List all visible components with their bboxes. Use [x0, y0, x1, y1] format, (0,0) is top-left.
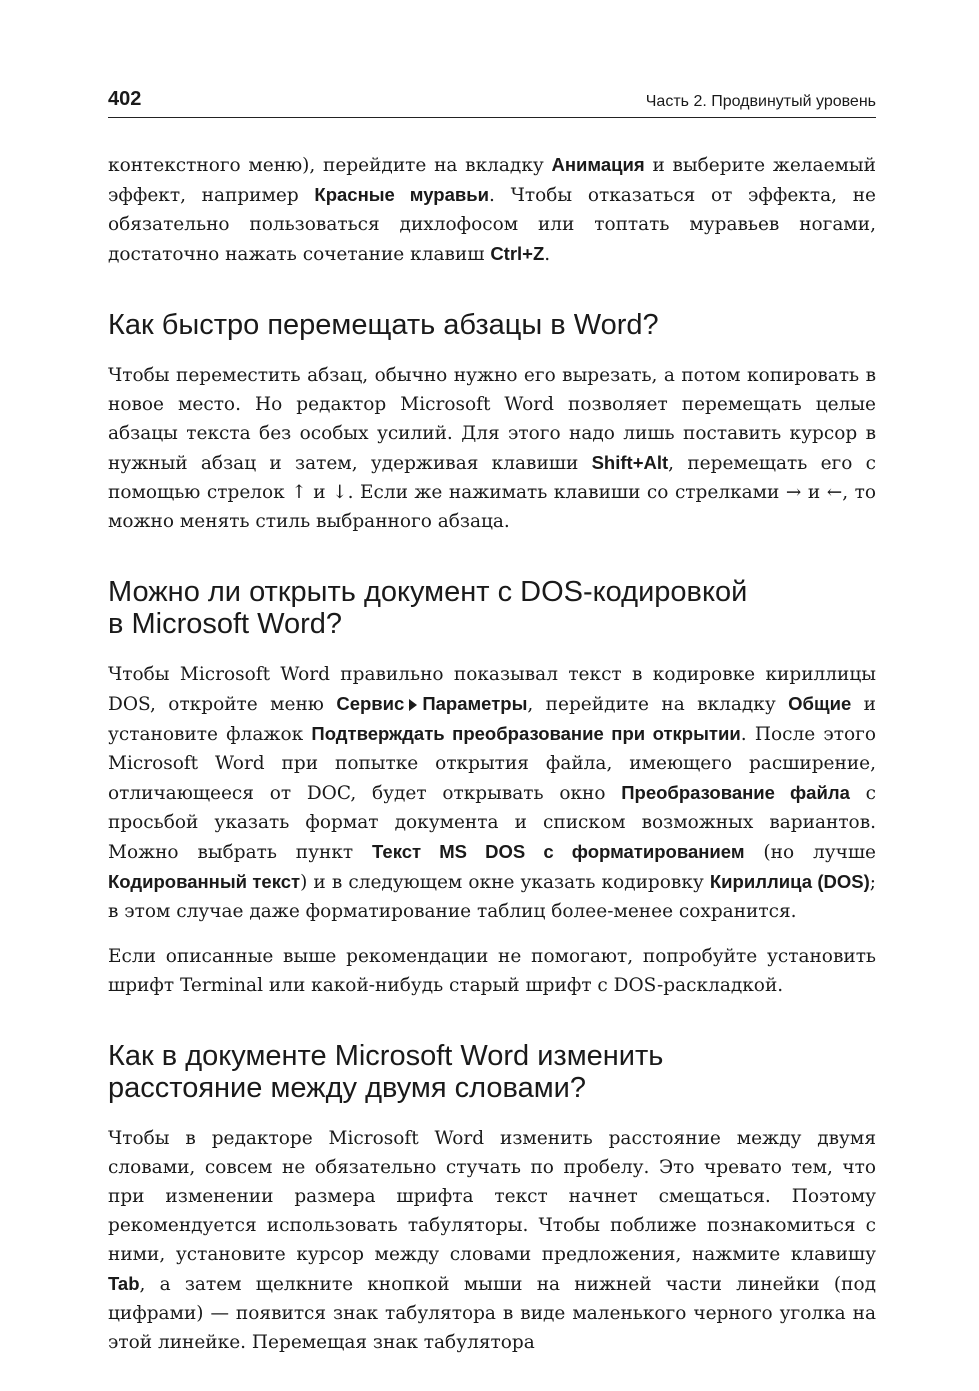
key-combo-ctrl-z: Ctrl+Z: [490, 243, 545, 264]
text-run: ; в этом случае даже форматирование таблиц более-менее сохранится.: [108, 872, 876, 922]
text-run: с просьбой указать формат документа и списком возможных вариантов. Можно выбрать пункт: [108, 783, 876, 863]
ui-term-encoded-text: Кодированный текст: [108, 871, 301, 892]
text-run: контекстного меню), перейдите на вкладку: [108, 155, 552, 176]
text-run: ) и в следующем окне указать кодировку: [300, 872, 710, 893]
heading-line: в Microsoft Word?: [108, 608, 343, 640]
ui-term-service-menu: Сервис: [336, 693, 405, 714]
ui-term-file-conversion: Преобразование файла: [621, 782, 850, 803]
ui-term-cyrillic-dos: Кириллица (DOS): [709, 871, 870, 892]
book-page: [108, 88, 876, 1373]
ui-term-options: Параметры: [422, 693, 528, 714]
text-run: и установите флажок: [108, 694, 877, 745]
text-run: (но лучше: [744, 842, 877, 863]
heading-line: Как в документе Microsoft Word изменить: [108, 1040, 664, 1072]
text-run: и выберите желаемый эффект, например: [108, 155, 876, 206]
text-run: Если описанные выше рекомендации не помогают, попробуйте установить шрифт Terminal или какой-нибудь старый шрифт с DOS-раскладкой.: [108, 946, 876, 996]
text-run: , перейдите на вкладку: [527, 694, 789, 715]
running-title: Часть 2. Продвинутый уровень: [645, 93, 876, 110]
ui-term-ms-dos-text: Текст MS DOS с форматированием: [372, 841, 745, 862]
paragraph-move-paragraphs: [108, 361, 876, 536]
ui-term-red-ants-effect: Красные муравьи: [314, 184, 489, 205]
heading-line: Можно ли открыть документ с DOS-кодировкой: [108, 576, 748, 608]
running-head: [108, 88, 876, 118]
text-run: .: [544, 244, 551, 265]
text-run: Чтобы в редакторе Microsoft Word изменить расстояние между двумя словами, совсем не обязательно стучать по пробелу. Это чревато тем, что при изменении размера шрифта текст начнет смещаться. Поэтому рекомендуется использовать табуляторы. Чтобы поближе познакомиться с ними, установите курсор между словами предложения, нажмите клавишу: [108, 1128, 876, 1265]
text-run: , перемещать его с помощью стрелок ↑ и ↓. Если же нажимать клавиши со стрелками → и ←, то можно менять стиль выбранного абзаца.: [108, 453, 877, 532]
key-tab: Tab: [108, 1273, 140, 1294]
ui-term-general-tab: Общие: [788, 693, 852, 714]
paragraph-dos-encoding: [108, 660, 876, 926]
heading-line: расстояние между двумя словами?: [108, 1072, 586, 1104]
text-run: . Чтобы отказаться от эффекта, не обязательно пользоваться дихлофосом или топтать муравьев ногами, достаточно нажать сочетание клавиш: [108, 185, 876, 265]
ui-term-animation-tab: Анимация: [551, 154, 645, 175]
page-number: 402: [108, 88, 142, 110]
text-run: . После этого Microsoft Word при попытке открытия файла, имеющего расширение, отличающееся от DOC, будет открывать окно: [108, 724, 877, 804]
text-run: Чтобы Microsoft Word правильно показывал текст в кодировке кириллицы DOS, откройте меню: [108, 664, 876, 715]
text-run: Чтобы переместить абзац, обычно нужно его вырезать, а потом копировать в новое место. Но редактор Microsoft Word позволяет перемещать целые абзацы текста без особых усилий. Для этого надо лишь поставить курсор в нужный абзац и затем, удерживая клавиши: [108, 365, 876, 474]
section-heading-move-paragraphs: Как быстро перемещать абзацы в Word?: [108, 309, 659, 341]
key-combo-shift-alt: Shift+Alt: [591, 452, 669, 473]
text-run: , а затем щелкните кнопкой мыши на нижней части линейки (под цифрами) — появится знак табулятора в виде маленького черного уголка на этой линейке. Перемещая знак табулятора: [108, 1274, 876, 1353]
section-heading-dos-encoding: [108, 576, 876, 640]
paragraph-animation-continued: [108, 150, 876, 269]
section-heading-word-spacing: [108, 1040, 876, 1104]
paragraph-word-spacing: [108, 1124, 876, 1357]
paragraph-terminal-font: [108, 942, 876, 1000]
menu-arrow-icon: [409, 699, 417, 711]
ui-term-confirm-conversion: Подтверждать преобразование при открытии: [311, 723, 741, 744]
